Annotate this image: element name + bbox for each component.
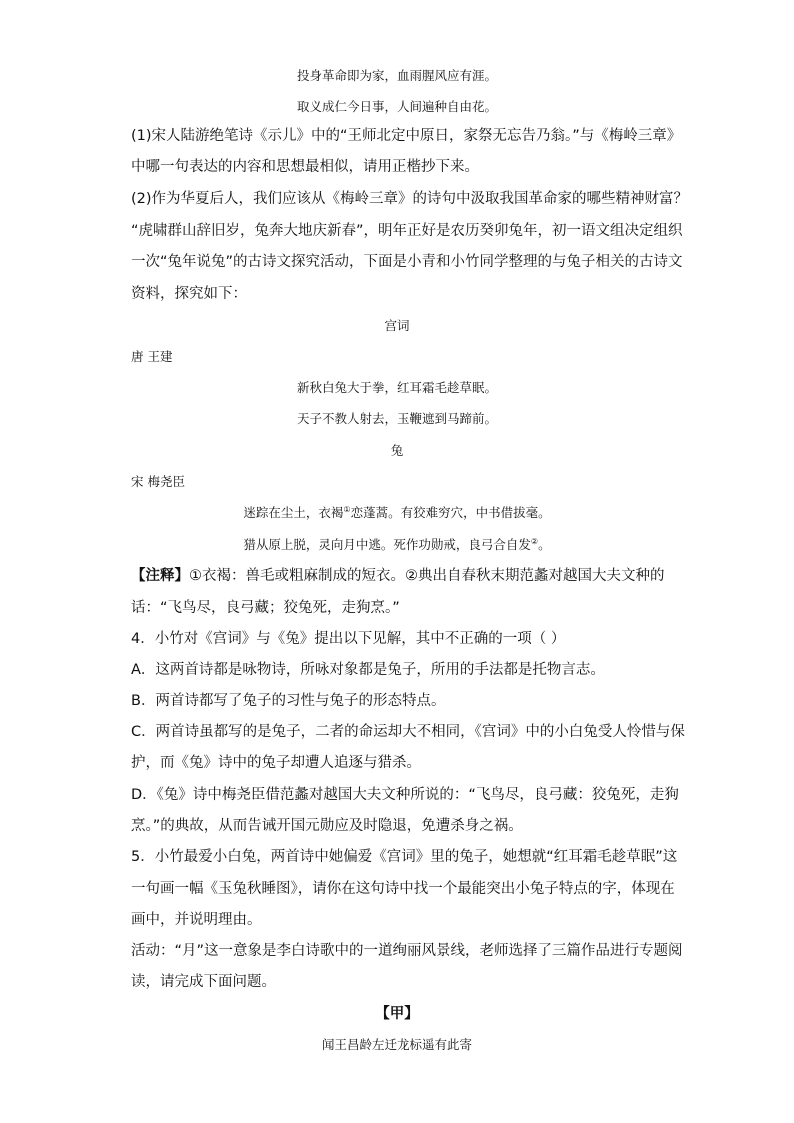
poem-author: 宋 梅尧臣 xyxy=(131,474,185,489)
poem-author: 唐 王建 xyxy=(131,349,173,364)
intro-line: 资料，探究如下： xyxy=(131,286,247,302)
section-label-jia: 【甲】 xyxy=(375,1006,419,1022)
note-label: 【注释】 xyxy=(131,568,189,584)
poem-line xyxy=(131,535,663,555)
question-5-line: 一句画一幅《玉兔秋睡图》，请你在这句诗中找一个最能突出小兔子特点的字，体现在 xyxy=(131,881,675,897)
question-1-line: (1)宋人陆游绝笔诗《示儿》中的“王师北定中原日，家祭无忘告乃翁。”与《梅岭三章》 xyxy=(131,128,682,144)
option-d: 烹。”的典故，从而告诫开国元勋应及时隐退，免遭杀身之祸。 xyxy=(131,818,523,834)
option-d: D．《兔》诗中梅尧臣借范蠡对越国大夫文种所说的：“飞鸟尽，良弓藏：狡兔死，走狗 xyxy=(131,787,679,803)
poem-line: 取义成仁今日事，人间遍种自由花。 xyxy=(296,99,497,114)
poem-line: 天子不教人射去，玉鞭遮到马蹄前。 xyxy=(296,411,497,426)
question-4-stem: 4．小竹对《宫词》与《兔》提出以下见解，其中不正确的一项（ ） xyxy=(131,631,566,647)
intro-line: “虎啸群山辞旧岁，兔奔大地庆新春”，明年正好是农历癸卯兔年，初一语文组决定组织 xyxy=(131,223,683,239)
poem-text: 。 xyxy=(538,537,551,552)
option-a: A．这两首诗都是咏物诗，所咏对象都是兔子，所用的手法都是托物言志。 xyxy=(131,662,605,678)
poem-title: 闻王昌龄左迁龙标遥有此寄 xyxy=(321,1037,472,1052)
poem-title-tu: 兔 xyxy=(390,443,404,458)
poem-line: 新秋白兔大于拳，红耳霜毛趁草眠。 xyxy=(296,380,497,395)
poem-line: 投身革命即为家，血雨腥风应有涯。 xyxy=(296,68,497,83)
footnote-marker: ② xyxy=(530,536,539,546)
poem-text: 迷踪在尘土，衣褐 xyxy=(243,505,344,520)
option-b: B．两首诗都写了兔子的习性与兔子的形态特点。 xyxy=(131,693,446,709)
poem-text: 恋蓬蒿。有狡难穷穴，中书借拔毫。 xyxy=(350,505,551,520)
question-1-line: 中哪一句表达的内容和思想最相似，请用正楷抄下来。 xyxy=(131,159,479,175)
poem-line xyxy=(131,503,663,523)
question-5-line: 画中，并说明理由。 xyxy=(131,912,262,928)
question-2: (2)作为华夏后人，我们应该从《梅岭三章》的诗句中汲取我国革命家的哪些精神财富？ xyxy=(131,191,689,207)
poem-title-gongci: 宫词 xyxy=(384,318,410,333)
note-line xyxy=(131,566,671,586)
footnote-marker: ① xyxy=(343,504,351,514)
intro-line: 一次“兔年说兔”的古诗文探究活动，下面是小青和小竹同学整理的与兔子相关的古诗文 xyxy=(131,254,683,270)
question-5-line: 5．小竹最爱小白兔，两首诗中她偏爱《宫词》里的兔子，她想就“红耳霜毛趁草眠”这 xyxy=(131,849,678,865)
note-text: ①衣褐：兽毛或粗麻制成的短衣。②典出自春秋末期范蠡对越国大夫文种的 xyxy=(189,568,665,584)
activity-line: 读，请完成下面问题。 xyxy=(131,974,276,990)
note-line: 话：“飞鸟尽，良弓藏；狡兔死，走狗烹。” xyxy=(131,600,400,616)
poem-text: 猎从原上脱，灵向月中逃。死作功勋戒，良弓合自发 xyxy=(243,537,531,552)
activity-line: 活动：“月”这一意象是李白诗歌中的一道绚丽风景线，老师选择了三篇作品进行专题阅 xyxy=(131,943,683,959)
option-c: C．两首诗虽都写的是兔子，二者的命运却大不相同，《宫词》中的小白兔受人怜惜与保 xyxy=(131,724,685,740)
option-c: 护，而《兔》诗中的兔子却遭人追逐与猎杀。 xyxy=(131,755,421,771)
